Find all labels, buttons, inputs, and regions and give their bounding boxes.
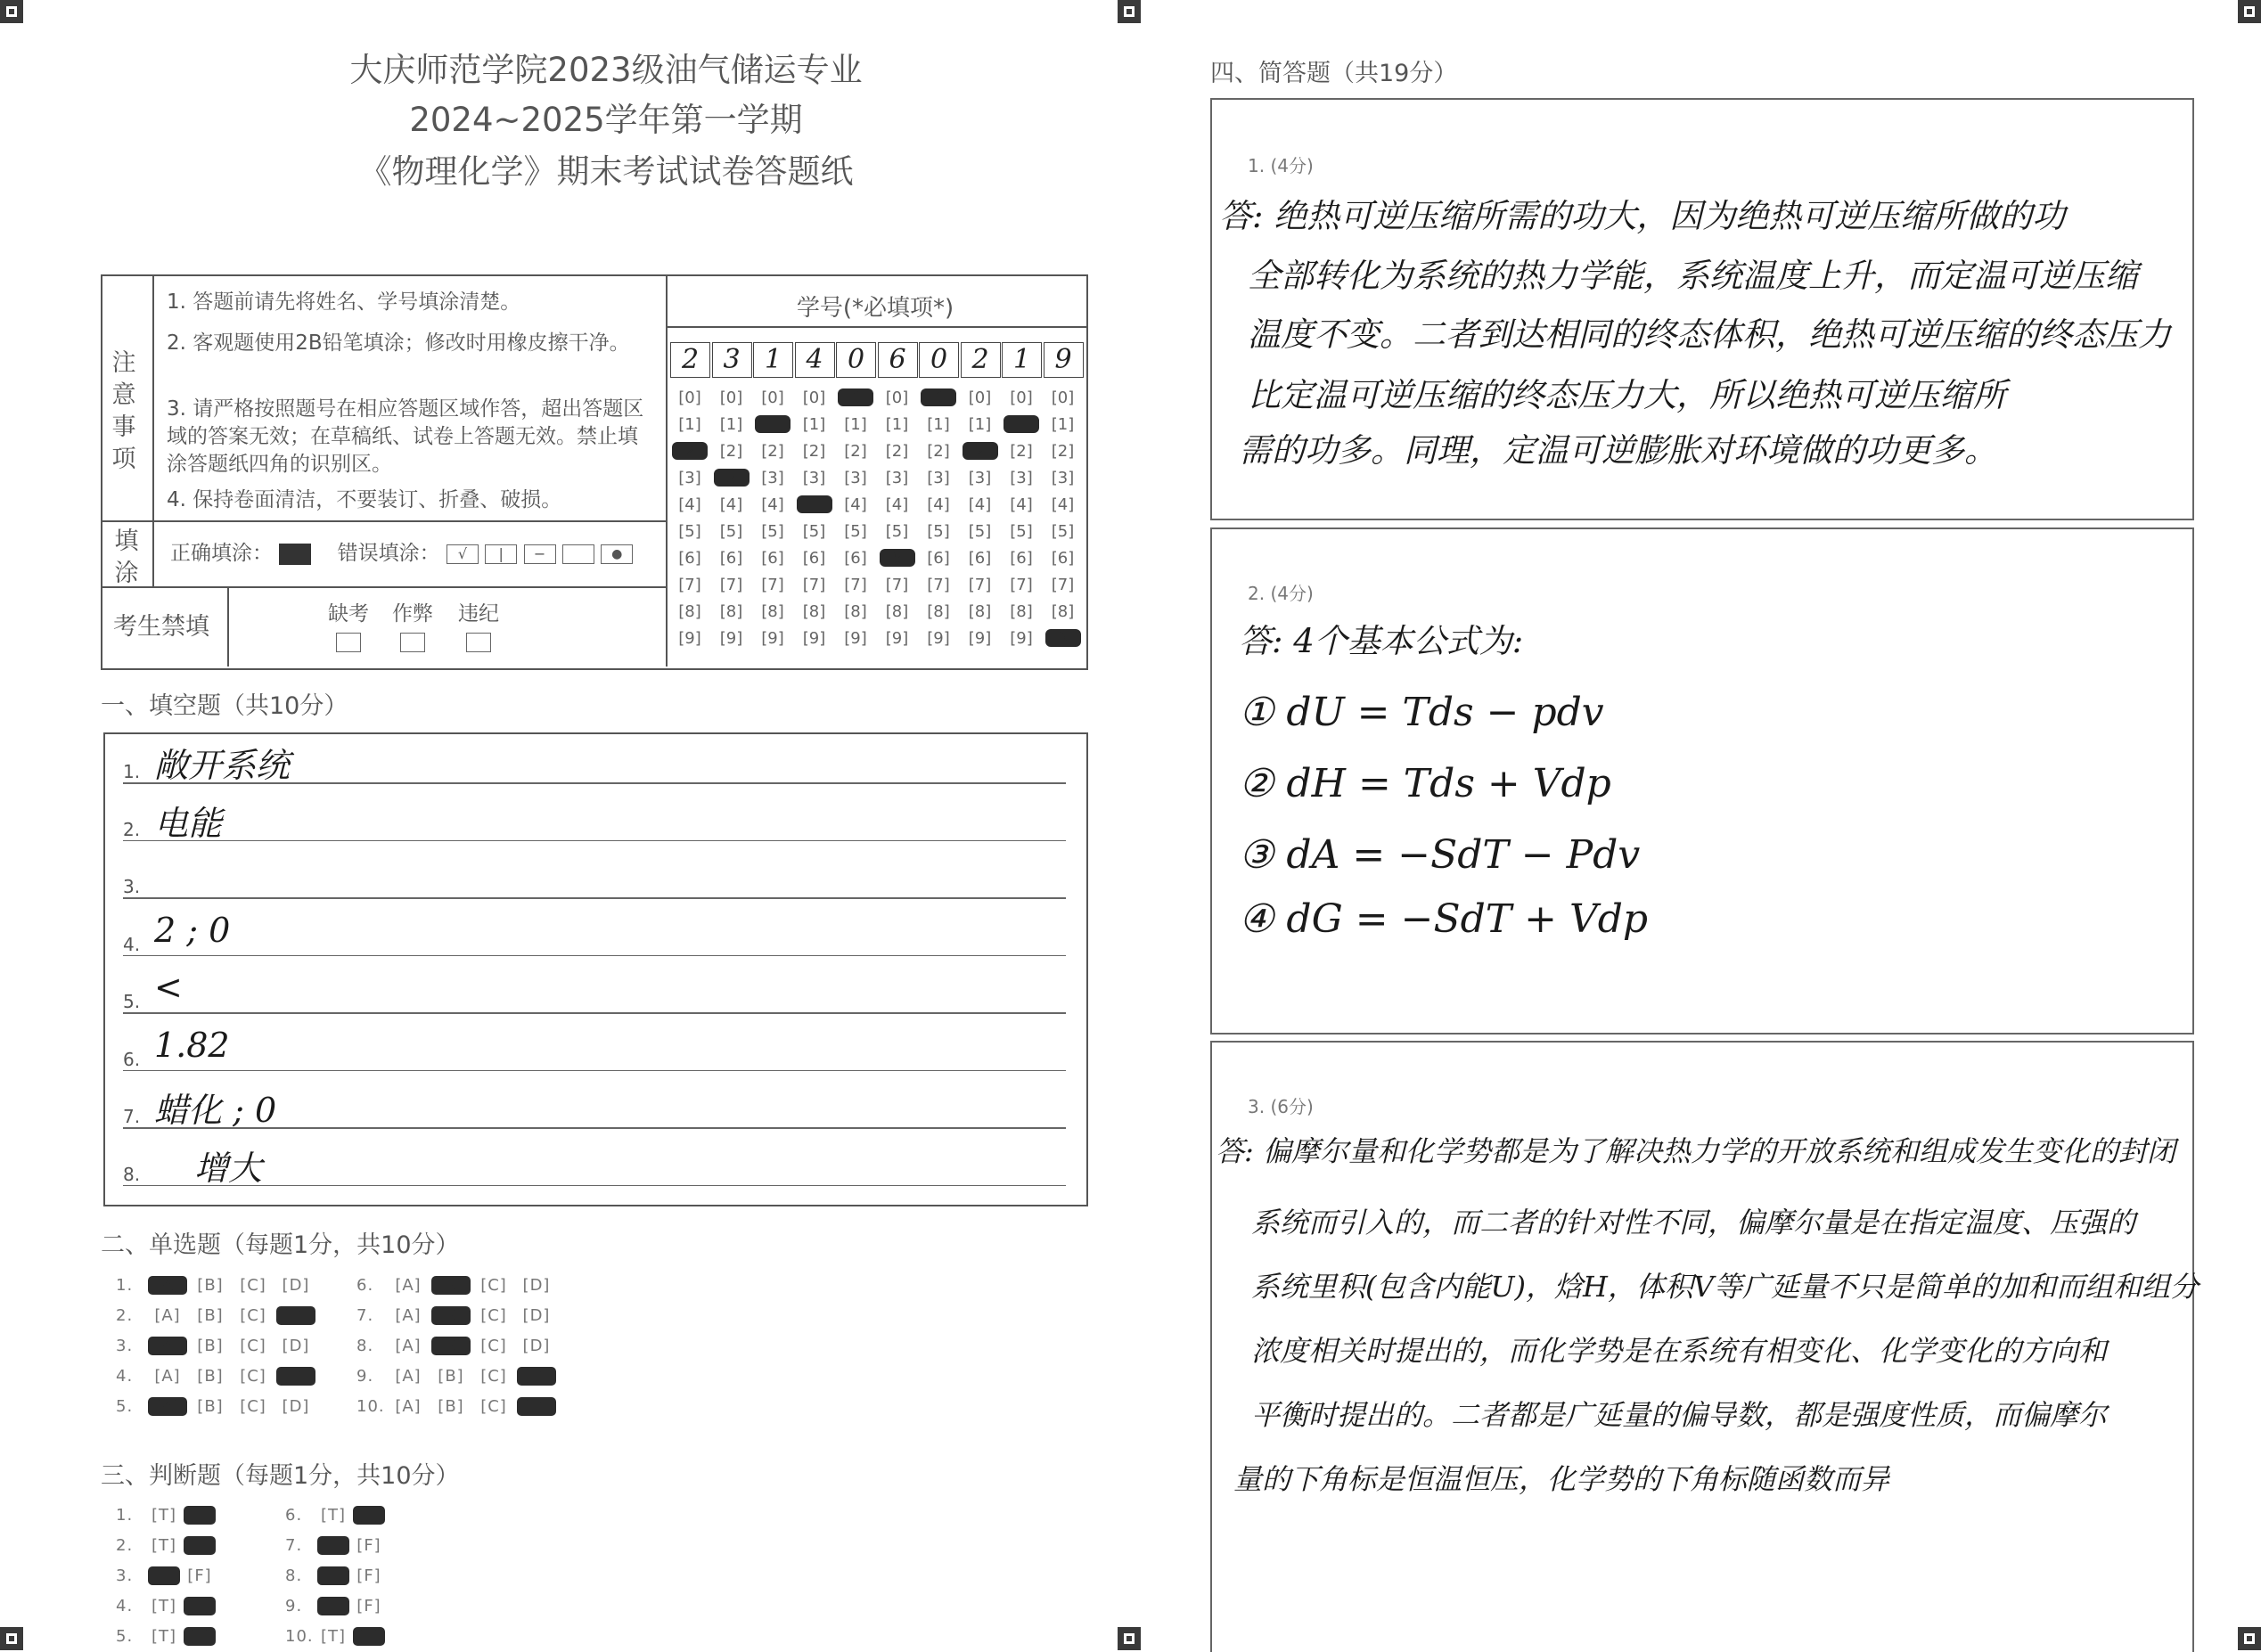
rule-4: 4. 保持卷面清洁，不要装订、折叠、破损。 bbox=[167, 488, 562, 511]
student-id-digit: 0 bbox=[919, 342, 959, 378]
mc-option[interactable]: [C] bbox=[480, 1337, 507, 1355]
mc-number: 2. bbox=[116, 1306, 134, 1325]
tf-number: 9. bbox=[285, 1597, 303, 1615]
student-id-bubble[interactable]: [8] bbox=[719, 602, 743, 621]
mc-option[interactable]: [B] bbox=[431, 1337, 471, 1355]
mc-option[interactable]: [B] bbox=[197, 1397, 224, 1416]
student-id-bubble[interactable]: [0] bbox=[802, 388, 826, 407]
student-id-bubble[interactable]: [9] bbox=[927, 629, 950, 648]
student-id-bubble[interactable]: [2] bbox=[963, 442, 998, 460]
mc-number: 10. bbox=[356, 1397, 385, 1416]
student-id-bubble[interactable]: [9] bbox=[968, 629, 992, 648]
tf-number: 2. bbox=[116, 1536, 134, 1555]
student-id-digit: 9 bbox=[1044, 342, 1084, 378]
fill-number: 2. bbox=[123, 818, 141, 840]
wrong-fill-label: 错误填涂： bbox=[337, 542, 440, 565]
student-id-bubble[interactable]: [9] bbox=[802, 629, 826, 648]
student-id-bubble[interactable]: [8] bbox=[968, 602, 992, 621]
short-q2-line: ③ dA = −SdT − Pdv bbox=[1239, 832, 1641, 878]
student-id-bubble[interactable]: [0] bbox=[719, 388, 743, 407]
short-q1-label: 1. (4分) bbox=[1248, 155, 1314, 176]
student-id-bubble[interactable]: [7] bbox=[678, 576, 701, 594]
student-id-bubble[interactable]: [3] bbox=[885, 469, 909, 487]
wrong-mark-check: √ bbox=[446, 544, 479, 564]
student-id-title: 学号(*必填项*) bbox=[796, 295, 954, 322]
fill-line bbox=[123, 897, 1066, 899]
mc-option[interactable]: [D] bbox=[276, 1306, 315, 1325]
short-answer-box-1 bbox=[1210, 98, 2194, 520]
student-id-bubble[interactable]: [9] bbox=[678, 629, 701, 648]
student-id-bubble[interactable]: [6] bbox=[968, 549, 992, 568]
student-id-bubble[interactable]: [0] bbox=[921, 388, 956, 406]
tf-number: 8. bbox=[285, 1566, 303, 1585]
short-q2-line: ② dH = Tds + Vdp bbox=[1239, 761, 1611, 806]
mc-question bbox=[356, 1397, 560, 1416]
tf-option[interactable]: [F] bbox=[184, 1627, 216, 1646]
tf-option[interactable]: [T] bbox=[320, 1506, 347, 1525]
student-id-bubble[interactable]: [6] bbox=[761, 549, 784, 568]
student-id-bubble[interactable]: [9] bbox=[761, 629, 784, 648]
short-answer-box-2 bbox=[1210, 527, 2194, 1035]
short-q3-line: 系统而引入的，而二者的针对性不同，偏摩尔量是在指定温度、压强的 bbox=[1251, 1206, 2136, 1239]
forbid-violation-box[interactable] bbox=[466, 633, 491, 652]
student-id-bubble[interactable]: [5] bbox=[844, 522, 867, 541]
student-id-bubble[interactable]: [4] bbox=[719, 495, 743, 514]
corner-mark-top-left bbox=[0, 0, 23, 23]
forbid-label: 考生禁填 bbox=[113, 613, 209, 641]
student-id-bubble[interactable]: [3] bbox=[1010, 469, 1033, 487]
tf-option[interactable]: [F] bbox=[353, 1627, 385, 1646]
student-id-bubble[interactable]: [7] bbox=[761, 576, 784, 594]
mc-question bbox=[356, 1337, 560, 1355]
student-id-bubble[interactable]: [0] bbox=[1010, 388, 1033, 407]
student-id-bubble[interactable]: [9] bbox=[885, 629, 909, 648]
student-id-digit: 4 bbox=[795, 342, 835, 378]
student-id-digit: 3 bbox=[712, 342, 752, 378]
student-id-bubble[interactable]: [7] bbox=[927, 576, 950, 594]
mc-number: 1. bbox=[116, 1276, 134, 1295]
student-id-bubble[interactable]: [0] bbox=[885, 388, 909, 407]
student-id-bubble[interactable]: [8] bbox=[802, 602, 826, 621]
student-id-bubble[interactable]: [4] bbox=[968, 495, 992, 514]
student-id-bubble[interactable]: [5] bbox=[761, 522, 784, 541]
forbid-cheat-box[interactable] bbox=[400, 633, 425, 652]
tf-option[interactable]: [F] bbox=[356, 1597, 381, 1615]
fill-answer[interactable]: 电能 bbox=[154, 803, 223, 843]
mc-option[interactable]: [C] bbox=[480, 1367, 507, 1386]
student-id-bubble[interactable]: [3] bbox=[1051, 469, 1075, 487]
mc-option[interactable]: [D] bbox=[282, 1276, 310, 1295]
mc-option[interactable]: [C] bbox=[240, 1337, 266, 1355]
student-id-digit: 1 bbox=[1002, 342, 1042, 378]
mc-option[interactable]: [A] bbox=[395, 1397, 422, 1416]
short-q3-label: 3. (6分) bbox=[1248, 1096, 1314, 1117]
title-line-2: 2024~2025学年第一学期 bbox=[409, 101, 803, 139]
corner-mark-bottom-middle bbox=[1118, 1627, 1141, 1650]
fill-line bbox=[123, 840, 1066, 842]
student-id-bubble[interactable]: [4] bbox=[761, 495, 784, 514]
fill-answer[interactable]: 1.82 bbox=[154, 1025, 230, 1065]
mc-option[interactable]: [A] bbox=[395, 1306, 422, 1325]
mc-number: 5. bbox=[116, 1397, 134, 1416]
forbid-absent: 缺考 bbox=[322, 601, 375, 656]
tf-question bbox=[116, 1627, 219, 1646]
short-q3-line: 量的下角标是恒温恒压，化学势的下角标随函数而异 bbox=[1233, 1462, 1890, 1496]
mc-option[interactable]: [A] bbox=[148, 1276, 187, 1295]
mc-question bbox=[116, 1306, 319, 1325]
student-id-bubble[interactable]: [2] bbox=[844, 442, 867, 461]
tf-question bbox=[116, 1536, 219, 1555]
short-q2-label: 2. (4分) bbox=[1248, 583, 1314, 604]
tf-number: 6. bbox=[285, 1506, 303, 1525]
student-id-bubble[interactable]: [9] bbox=[1045, 629, 1081, 647]
fill-number: 5. bbox=[123, 991, 141, 1012]
tf-option[interactable]: [F] bbox=[184, 1536, 216, 1555]
student-id-bubble[interactable]: [1] bbox=[755, 415, 791, 433]
student-id-bubble[interactable]: [0] bbox=[1051, 388, 1075, 407]
tf-question bbox=[285, 1597, 389, 1615]
student-id-bubble[interactable]: [8] bbox=[761, 602, 784, 621]
student-id-bubble[interactable]: [9] bbox=[1010, 629, 1033, 648]
mc-question bbox=[356, 1306, 560, 1325]
short-q1-line: 温度不变。二者到达相同的终态体积，绝热可逆压缩的终态压力 bbox=[1248, 315, 2171, 354]
student-id-bubble[interactable]: [1] bbox=[927, 415, 950, 434]
mc-option[interactable]: [C] bbox=[480, 1276, 507, 1295]
mc-option[interactable]: [D] bbox=[522, 1337, 551, 1355]
student-id-bubble[interactable]: [4] bbox=[678, 495, 701, 514]
student-id-bubble[interactable]: [0] bbox=[761, 388, 784, 407]
tf-question bbox=[285, 1566, 389, 1585]
mc-option[interactable]: [B] bbox=[197, 1367, 224, 1386]
student-id-bubble[interactable]: [6] bbox=[678, 549, 701, 568]
mc-option[interactable]: [A] bbox=[148, 1397, 187, 1416]
mc-option[interactable]: [C] bbox=[240, 1397, 266, 1416]
student-id-bubble[interactable]: [6] bbox=[880, 549, 915, 567]
mc-option[interactable]: [C] bbox=[480, 1397, 507, 1416]
section-single-title: 二、单选题（每题1分，共10分） bbox=[101, 1231, 460, 1259]
student-id-bubble[interactable]: [5] bbox=[968, 522, 992, 541]
student-id-bubble[interactable]: [2] bbox=[927, 442, 950, 461]
short-answer-box-3 bbox=[1210, 1041, 2199, 1652]
short-q1-line: 比定温可逆压缩的终态压力大，所以绝热可逆压缩所 bbox=[1248, 376, 2006, 414]
student-id-digit: 2 bbox=[961, 342, 1001, 378]
fill-number: 4. bbox=[123, 933, 141, 955]
tf-number: 7. bbox=[285, 1536, 303, 1555]
mc-option[interactable]: [C] bbox=[240, 1276, 266, 1295]
student-id-digit: 2 bbox=[670, 342, 710, 378]
student-id-bubble[interactable]: [4] bbox=[797, 495, 832, 513]
student-id-digit: 0 bbox=[836, 342, 876, 378]
student-id-bubble[interactable]: [5] bbox=[1051, 522, 1075, 541]
tf-option[interactable]: [T] bbox=[317, 1566, 349, 1585]
student-id-bubble[interactable]: [4] bbox=[1010, 495, 1033, 514]
tf-question bbox=[116, 1506, 219, 1525]
correct-fill-label: 正确填涂： bbox=[170, 542, 273, 565]
tf-option[interactable]: [T] bbox=[320, 1627, 347, 1646]
student-id-bubble[interactable]: [8] bbox=[927, 602, 950, 621]
fill-line bbox=[123, 1185, 1066, 1187]
student-id-bubble[interactable]: [1] bbox=[1004, 415, 1039, 433]
fill-example bbox=[170, 540, 660, 568]
mc-option[interactable]: [A] bbox=[395, 1276, 422, 1295]
student-id-bubble[interactable]: [1] bbox=[885, 415, 909, 434]
tf-question bbox=[285, 1627, 389, 1646]
rule-3: 3. 请严格按照题号在相应答题区域作答，超出答题区域的答案无效；在草稿纸、试卷上答题无效。禁止填涂答题纸四角的识别区。 bbox=[167, 397, 644, 476]
tf-option[interactable]: [T] bbox=[317, 1536, 349, 1555]
student-id-bubble[interactable]: [7] bbox=[802, 576, 826, 594]
fill-line bbox=[123, 955, 1066, 957]
title-line-1: 大庆师范学院2023级油气储运专业 bbox=[349, 51, 863, 89]
student-id-bubble[interactable]: [8] bbox=[1051, 602, 1075, 621]
tf-option[interactable]: [F] bbox=[184, 1506, 216, 1525]
mc-number: 3. bbox=[116, 1337, 134, 1355]
short-q1-line: 全部转化为系统的热力学能，系统温度上升，而定温可逆压缩 bbox=[1248, 257, 2138, 295]
mc-option[interactable]: [B] bbox=[197, 1337, 224, 1355]
mc-option[interactable]: [D] bbox=[282, 1337, 310, 1355]
notice-label: 注意事项 bbox=[111, 349, 136, 473]
student-id-bubble[interactable]: [1] bbox=[968, 415, 992, 434]
section-judge-title: 三、判断题（每题1分，共10分） bbox=[101, 1462, 460, 1490]
mc-option[interactable]: [A] bbox=[395, 1337, 422, 1355]
fill-number: 3. bbox=[123, 876, 141, 897]
mc-question bbox=[356, 1276, 560, 1295]
tf-number: 5. bbox=[116, 1627, 134, 1646]
tf-option[interactable]: [T] bbox=[151, 1597, 177, 1615]
wrong-mark-bar: | bbox=[485, 544, 517, 564]
tf-question bbox=[116, 1566, 219, 1585]
student-id-bubble[interactable]: [3] bbox=[678, 469, 701, 487]
short-q3-line: 浓度相关时提出的，而化学势是在系统有相变化、化学变化的方向和 bbox=[1251, 1334, 2108, 1368]
student-id-bubble[interactable]: [9] bbox=[719, 629, 743, 648]
student-id-bubble[interactable]: [2] bbox=[719, 442, 743, 461]
fill-answer[interactable]: 2 ; 0 bbox=[154, 910, 231, 950]
notice-table bbox=[101, 274, 1088, 670]
short-q3-line: 答: 偏摩尔量和化学势都是为了解决热力学的开放系统和组成发生变化的封闭 bbox=[1216, 1134, 2175, 1168]
fill-line bbox=[123, 1070, 1066, 1072]
short-q3-line: 系统里积(包含内能U)，焓H，体积V等广延量不只是简单的加和而组和组分 bbox=[1251, 1270, 2199, 1304]
mc-option[interactable]: [B] bbox=[197, 1276, 224, 1295]
mc-option[interactable]: [A] bbox=[154, 1367, 181, 1386]
student-id-bubble[interactable]: [1] bbox=[1051, 415, 1075, 434]
student-id-bubble[interactable]: [0] bbox=[968, 388, 992, 407]
corner-mark-top-right bbox=[2238, 0, 2261, 23]
mc-option[interactable]: [C] bbox=[240, 1367, 266, 1386]
student-id-bubble[interactable]: [6] bbox=[802, 549, 826, 568]
student-id-bubble[interactable]: [5] bbox=[802, 522, 826, 541]
correct-fill-mark bbox=[279, 544, 311, 565]
fill-answer-box bbox=[103, 732, 1088, 1206]
fill-number: 8. bbox=[123, 1163, 141, 1185]
short-q2-line: ④ dG = −SdT + Vdp bbox=[1239, 896, 1649, 942]
mc-number: 4. bbox=[116, 1367, 134, 1386]
mc-number: 8. bbox=[356, 1337, 374, 1355]
student-id-bubble[interactable]: [8] bbox=[844, 602, 867, 621]
student-id-bubble[interactable]: [6] bbox=[719, 549, 743, 568]
mc-question bbox=[116, 1276, 319, 1295]
student-id-bubble[interactable]: [6] bbox=[927, 549, 950, 568]
tf-option[interactable]: [T] bbox=[151, 1627, 177, 1646]
mc-option[interactable]: [D] bbox=[282, 1397, 310, 1416]
student-id-bubble[interactable]: [7] bbox=[719, 576, 743, 594]
student-id-bubble[interactable]: [3] bbox=[714, 469, 750, 487]
mc-option[interactable]: [B] bbox=[438, 1367, 464, 1386]
student-id-bubble[interactable]: [1] bbox=[719, 415, 743, 434]
student-id-bubble[interactable]: [1] bbox=[844, 415, 867, 434]
forbid-violation: 违纪 bbox=[452, 601, 505, 656]
rule-1: 1. 答题前请先将姓名、学号填涂清楚。 bbox=[167, 290, 521, 314]
student-id-bubble[interactable]: [3] bbox=[844, 469, 867, 487]
student-id-bubble[interactable]: [4] bbox=[885, 495, 909, 514]
mc-option[interactable]: [B] bbox=[431, 1276, 471, 1295]
student-id-bubble[interactable]: [1] bbox=[678, 415, 701, 434]
student-id-bubble[interactable]: [7] bbox=[1051, 576, 1075, 594]
student-id-bubble[interactable]: [6] bbox=[844, 549, 867, 568]
mc-option[interactable]: [B] bbox=[431, 1306, 471, 1325]
mc-option[interactable]: [A] bbox=[395, 1367, 422, 1386]
tf-question bbox=[116, 1597, 219, 1615]
tf-number: 4. bbox=[116, 1597, 134, 1615]
mc-question bbox=[116, 1367, 319, 1386]
fill-answer[interactable]: 增大 bbox=[194, 1148, 263, 1188]
short-q1-line: 需的功多。同理，定温可逆膨胀对环境做的功更多。 bbox=[1239, 431, 1997, 470]
student-id-bubble[interactable]: [3] bbox=[968, 469, 992, 487]
tf-option[interactable]: [T] bbox=[151, 1536, 177, 1555]
mc-number: 7. bbox=[356, 1306, 374, 1325]
student-id-bubble[interactable]: [3] bbox=[927, 469, 950, 487]
tf-option[interactable]: [T] bbox=[151, 1506, 177, 1525]
mc-number: 9. bbox=[356, 1367, 374, 1386]
corner-mark-bottom-right bbox=[2238, 1627, 2261, 1650]
student-id-bubble[interactable]: [2] bbox=[1010, 442, 1033, 461]
tf-question bbox=[285, 1536, 389, 1555]
tf-number: 3. bbox=[116, 1566, 134, 1585]
student-id-bubble[interactable]: [5] bbox=[885, 522, 909, 541]
student-id-bubble[interactable]: [6] bbox=[1010, 549, 1033, 568]
student-id-bubble[interactable]: [0] bbox=[838, 388, 873, 406]
student-id-bubble[interactable]: [2] bbox=[761, 442, 784, 461]
student-id-bubble[interactable]: [1] bbox=[802, 415, 826, 434]
forbid-cheat: 作弊 bbox=[386, 601, 439, 656]
student-id-bubble[interactable]: [5] bbox=[1010, 522, 1033, 541]
fill-number: 7. bbox=[123, 1106, 141, 1127]
corner-mark-top-middle bbox=[1118, 0, 1141, 23]
student-id-bubble[interactable]: [7] bbox=[968, 576, 992, 594]
fill-label: 填涂 bbox=[114, 527, 139, 587]
student-id-bubble[interactable]: [2] bbox=[885, 442, 909, 461]
tf-option[interactable]: [F] bbox=[353, 1506, 385, 1525]
student-id-bubble[interactable]: [3] bbox=[761, 469, 784, 487]
mc-option[interactable]: [B] bbox=[197, 1306, 224, 1325]
tf-option[interactable]: [T] bbox=[148, 1566, 180, 1585]
rule-2: 2. 客观题使用2B铅笔填涂；修改时用橡皮擦干净。 bbox=[167, 331, 630, 355]
title-line-3: 《物理化学》期末考试试卷答题纸 bbox=[358, 152, 854, 191]
section-fill-title: 一、填空题（共10分） bbox=[101, 692, 348, 720]
fill-answer[interactable]: 蜡化 ; 0 bbox=[154, 1091, 277, 1130]
student-id-digit: 6 bbox=[878, 342, 918, 378]
student-id-bubble[interactable]: [6] bbox=[1051, 549, 1075, 568]
tf-option[interactable]: [F] bbox=[187, 1566, 212, 1585]
tf-number: 1. bbox=[116, 1506, 134, 1525]
student-id-bubble[interactable]: [7] bbox=[885, 576, 909, 594]
short-q3-line: 平衡时提出的。二者都是广延量的偏导数，都是强度性质，而偏摩尔 bbox=[1251, 1398, 2108, 1432]
mc-option[interactable]: [D] bbox=[517, 1367, 556, 1386]
student-id-bubble[interactable]: [5] bbox=[678, 522, 701, 541]
fill-answer[interactable]: 敞开系统 bbox=[154, 746, 291, 785]
student-id-bubble[interactable]: [7] bbox=[844, 576, 867, 594]
wrong-mark-dash: − bbox=[524, 544, 556, 564]
short-q2-line: 答: 4个基本公式为: bbox=[1239, 622, 1524, 660]
student-id-bubble[interactable]: [4] bbox=[1051, 495, 1075, 514]
mc-option[interactable]: [B] bbox=[438, 1397, 464, 1416]
student-id-bubble[interactable]: [8] bbox=[1010, 602, 1033, 621]
student-id-bubble[interactable]: [4] bbox=[844, 495, 867, 514]
mc-option[interactable]: [C] bbox=[240, 1306, 266, 1325]
student-id-bubble[interactable]: [2] bbox=[1051, 442, 1075, 461]
student-id-bubble[interactable]: [8] bbox=[885, 602, 909, 621]
corner-mark-bottom-left bbox=[0, 1627, 23, 1650]
tf-option[interactable]: [T] bbox=[317, 1597, 349, 1615]
short-q1-line: 答: 绝热可逆压缩所需的功大，因为绝热可逆压缩所做的功 bbox=[1219, 197, 2066, 235]
student-id-bubble[interactable]: [5] bbox=[719, 522, 743, 541]
student-id-bubble[interactable]: [3] bbox=[802, 469, 826, 487]
mc-question bbox=[356, 1367, 560, 1386]
mc-option[interactable]: [D] bbox=[276, 1367, 315, 1386]
short-q2-line: ① dU = Tds − pdv bbox=[1239, 690, 1604, 735]
mc-number: 6. bbox=[356, 1276, 374, 1295]
fill-line bbox=[123, 1012, 1066, 1014]
wrong-mark-empty bbox=[562, 544, 594, 564]
mc-option[interactable]: [A] bbox=[154, 1306, 181, 1325]
mc-option[interactable]: [A] bbox=[148, 1337, 187, 1355]
student-id-bubble[interactable]: [7] bbox=[1010, 576, 1033, 594]
mc-question bbox=[116, 1337, 319, 1355]
fill-answer[interactable]: < bbox=[154, 968, 183, 1007]
student-id-digit: 1 bbox=[753, 342, 793, 378]
fill-number: 6. bbox=[123, 1048, 141, 1070]
student-id-bubble[interactable]: [2] bbox=[672, 442, 708, 460]
student-id-bubble[interactable]: [9] bbox=[844, 629, 867, 648]
student-id-bubble[interactable]: [5] bbox=[927, 522, 950, 541]
student-id-bubble[interactable]: [0] bbox=[678, 388, 701, 407]
mc-question bbox=[116, 1397, 319, 1416]
tf-question bbox=[285, 1506, 389, 1525]
tf-option[interactable]: [F] bbox=[356, 1536, 381, 1555]
mc-option[interactable]: [D] bbox=[522, 1306, 551, 1325]
forbid-absent-box[interactable] bbox=[336, 633, 361, 652]
tf-option[interactable]: [F] bbox=[184, 1597, 216, 1615]
mc-option[interactable]: [D] bbox=[522, 1276, 551, 1295]
mc-option[interactable]: [C] bbox=[480, 1306, 507, 1325]
tf-number: 10. bbox=[285, 1627, 314, 1646]
wrong-mark-dot: ● bbox=[601, 544, 633, 564]
tf-option[interactable]: [F] bbox=[356, 1566, 381, 1585]
student-id-bubble[interactable]: [8] bbox=[678, 602, 701, 621]
student-id-bubble[interactable]: [2] bbox=[802, 442, 826, 461]
fill-number: 1. bbox=[123, 761, 141, 782]
mc-option[interactable]: [D] bbox=[517, 1397, 556, 1416]
student-id-bubble[interactable]: [4] bbox=[927, 495, 950, 514]
section-short-title: 四、简答题（共19分） bbox=[1210, 60, 1458, 87]
